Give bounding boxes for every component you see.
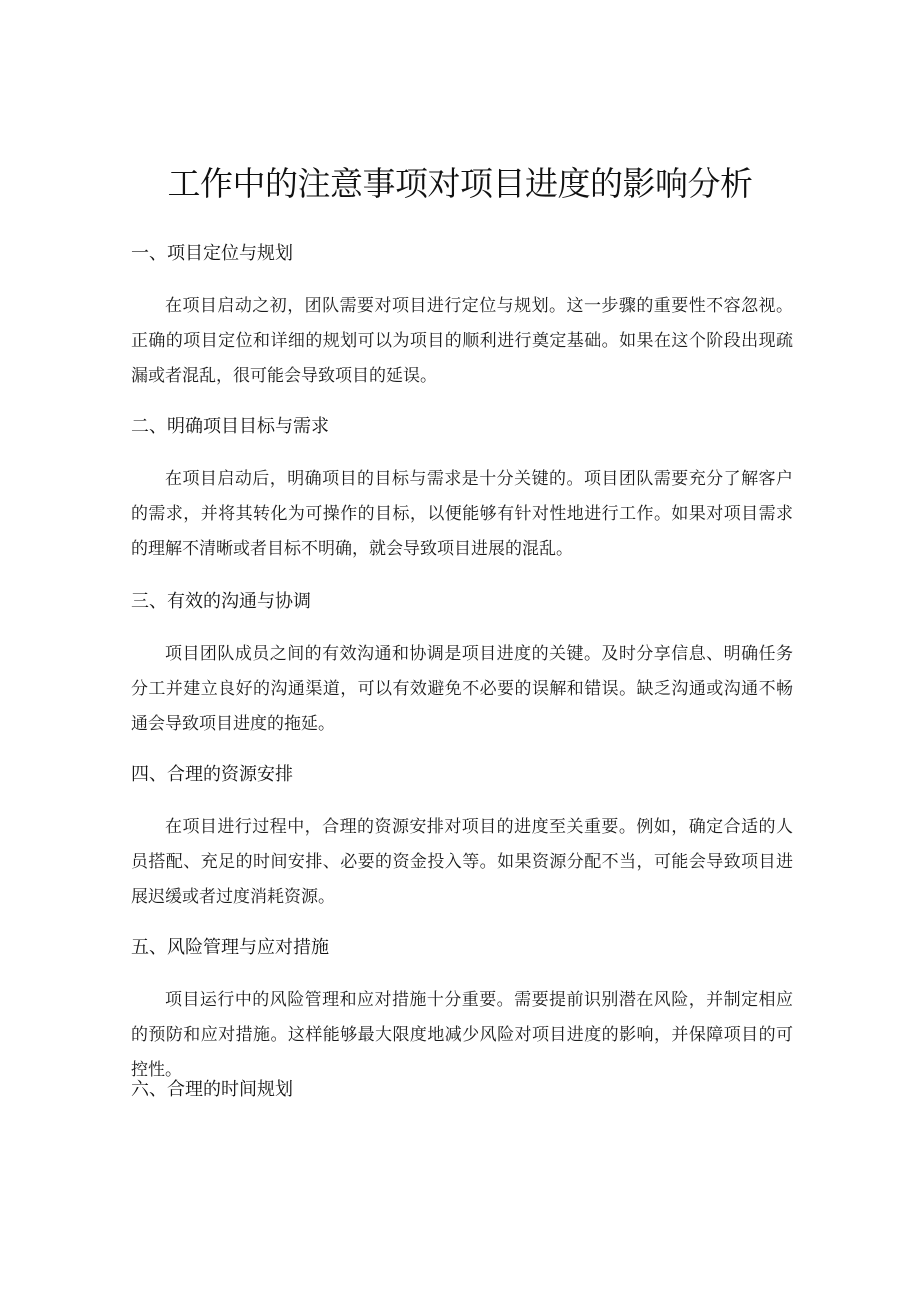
- section-heading: 四、合理的资源安排: [131, 764, 293, 785]
- section-5: [131, 935, 793, 1088]
- section-heading: 六、合理的时间规划: [131, 1079, 293, 1100]
- section-paragraph: 在项目启动后，明确项目的目标与需求是十分关键的。项目团队需要充分了解客户的需求，并将其转化为可操作的目标，以便能够有针对性地进行工作。如果对项目需求的理解不清晰或者目标不明确，就会导致项目进展的混乱。: [131, 469, 793, 559]
- section-paragraph: 项目团队成员之间的有效沟通和协调是项目进度的关键。及时分享信息、明确任务分工并建立良好的沟通渠道，可以有效避免不必要的误解和错误。缺乏沟通或沟通不畅通会导致项目进度的拖延。: [131, 644, 793, 734]
- section-4: [131, 762, 793, 915]
- section-1: [131, 241, 793, 394]
- document-title: 工作中的注意事项对项目进度的影响分析: [167, 164, 753, 203]
- section-2: [131, 414, 793, 567]
- section-paragraph: 在项目启动之初，团队需要对项目进行定位与规划。这一步骤的重要性不容忽视。正确的项目定位和详细的规划可以为项目的顺利进行奠定基础。如果在这个阶段出现疏漏或者混乱，很可能会导致项目的延误。: [131, 296, 793, 386]
- section-heading: 二、明确项目目标与需求: [131, 416, 329, 437]
- section-heading: 一、项目定位与规划: [131, 243, 293, 264]
- section-heading: 五、风险管理与应对措施: [131, 937, 329, 958]
- section-paragraph: 在项目进行过程中，合理的资源安排对项目的进度至关重要。例如，确定合适的人员搭配、充足的时间安排、必要的资金投入等。如果资源分配不当，可能会导致项目进展迟缓或者过度消耗资源。: [131, 817, 793, 907]
- section-paragraph: 项目运行中的风险管理和应对措施十分重要。需要提前识别潜在风险，并制定相应的预防和应对措施。这样能够最大限度地减少风险对项目进度的影响，并保障项目的可控性。: [131, 990, 793, 1080]
- section-heading: 三、有效的沟通与协调: [131, 591, 311, 612]
- section-3: [131, 589, 793, 742]
- section-6: [131, 1077, 793, 1103]
